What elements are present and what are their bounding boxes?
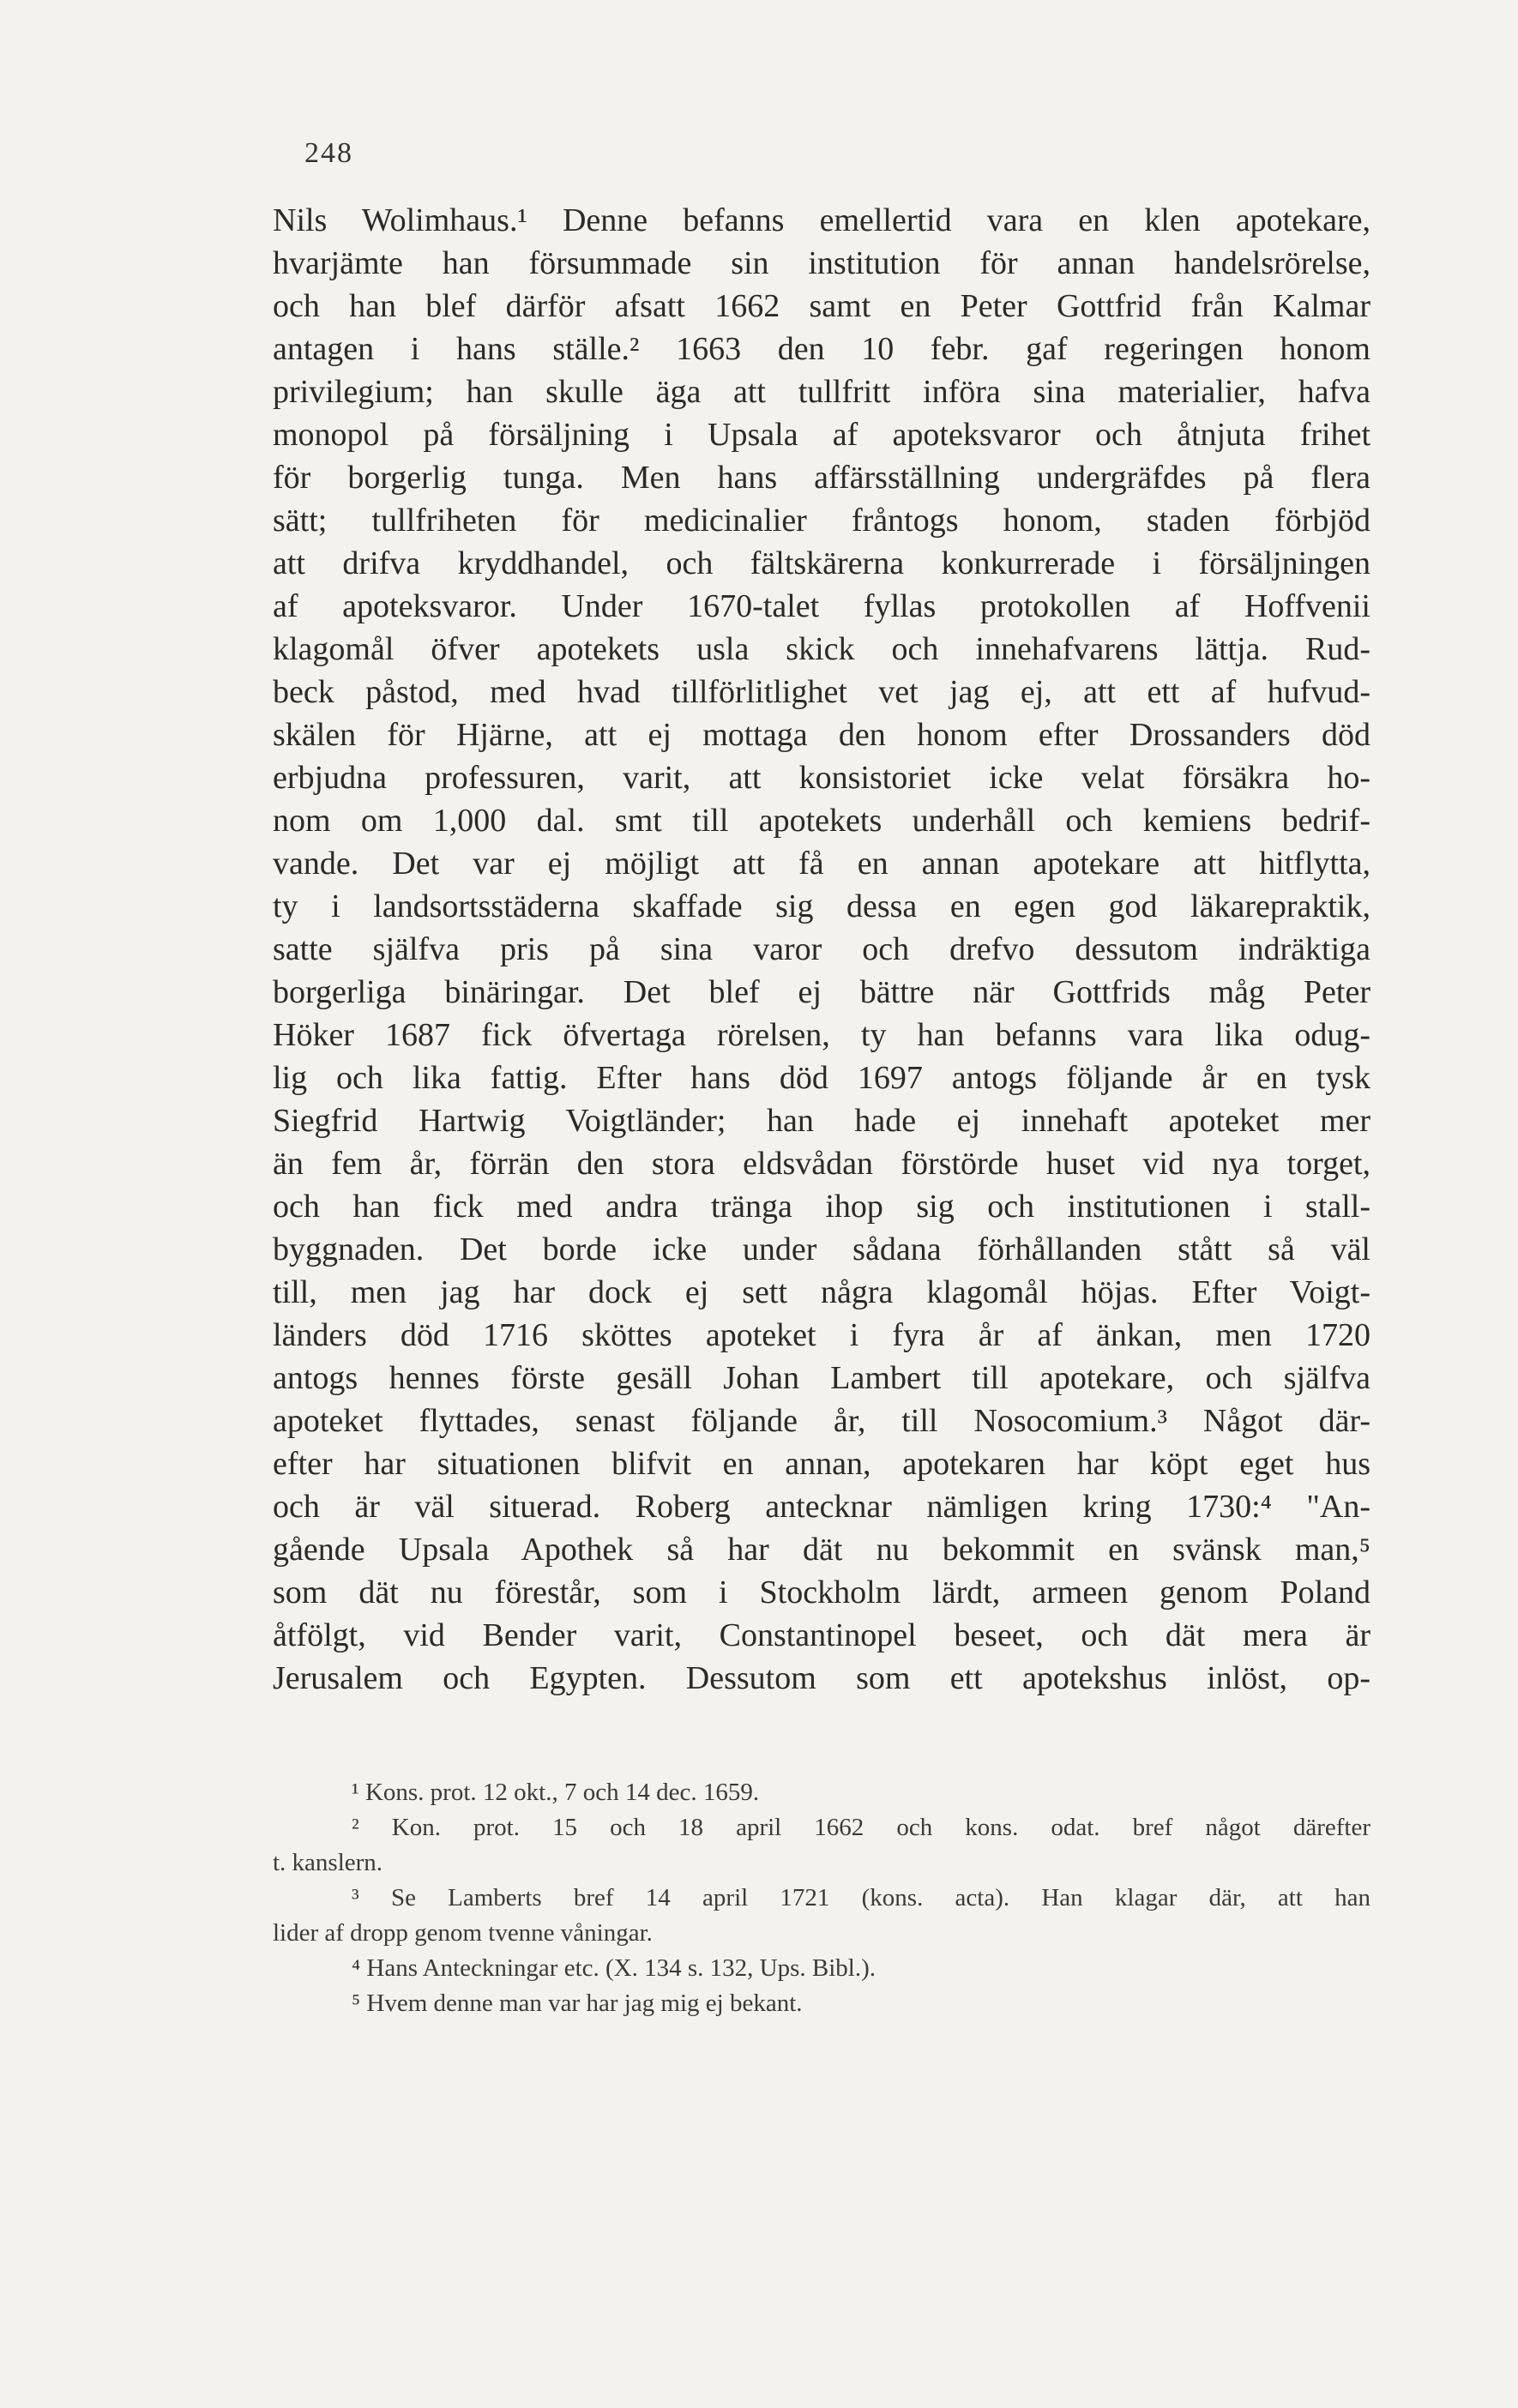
- footnote-text: Kons. prot. 12 okt., 7 och 14 dec. 1659.: [364, 1779, 760, 1806]
- footnote-5: [273, 1986, 1370, 2021]
- text-line: af apoteksvaror. Under 1670-talet fyllas protokollen af Hoffvenii: [273, 588, 1370, 624]
- footnote-text: Hans Anteckningar etc. (X. 134 s. 132, Ups. Bibl.).: [366, 1954, 876, 1982]
- text-line: byggnaden. Det borde icke under sådana förhållanden stått så väl: [273, 1231, 1370, 1267]
- text-line: lig och lika fattig. Efter hans död 1697 antogs följande år en tysk: [273, 1060, 1370, 1096]
- text-line: antagen i hans ställe.² 1663 den 10 febr. gaf regeringen honom: [273, 331, 1370, 367]
- text-line: och han blef därför afsatt 1662 samt en Peter Gottfrid från Kalmar: [273, 288, 1370, 324]
- text-line: Jerusalem och Egypten. Dessutom som ett apotekshus inlöst, op-: [273, 1660, 1370, 1696]
- main-text: [273, 199, 1370, 1700]
- footnote-marker: ⁵: [352, 1990, 361, 2017]
- footnote-2: [273, 1810, 1370, 1845]
- text-line: som dät nu förestår, som i Stockholm lärdt, armeen genom Poland: [273, 1574, 1370, 1610]
- footnote-3: [273, 1881, 1370, 1916]
- footnotes: [273, 1775, 1370, 2021]
- text-line: till, men jag har dock ej sett några klagomål höjas. Efter Voigt-: [273, 1274, 1370, 1310]
- text-line: och är väl situerad. Roberg antecknar nämligen kring 1730:⁴ "An-: [273, 1489, 1370, 1525]
- text-line: hvarjämte han försummade sin institution för annan handelsrörelse,: [273, 245, 1370, 281]
- text-line: än fem år, förrän den stora eldsvådan förstörde huset vid nya torget,: [273, 1146, 1370, 1182]
- text-line: för borgerlig tunga. Men hans affärsställning undergräfdes på flera: [273, 460, 1370, 496]
- text-line: klagomål öfver apotekets usla skick och innehafvarens lättja. Rud-: [273, 631, 1370, 667]
- text-line: erbjudna professuren, varit, att konsistoriet icke velat försäkra ho-: [273, 760, 1370, 796]
- text-line: Siegfrid Hartwig Voigtländer; han hade ej innehaft apoteket mer: [273, 1103, 1370, 1139]
- text-line: beck påstod, med hvad tillförlitlighet vet jag ej, att ett af hufvud-: [273, 674, 1370, 710]
- footnote-text: Hvem denne man var har jag mig ej bekant.: [366, 1990, 803, 2017]
- text-line: Nils Wolimhaus.¹ Denne befanns emellertid vara en klen apotekare,: [273, 202, 1370, 238]
- text-line: skälen för Hjärne, att ej mottaga den honom efter Drossanders död: [273, 717, 1370, 753]
- text-line: nom om 1,000 dal. smt till apotekets underhåll och kemiens bedrif-: [273, 803, 1370, 839]
- text-line: och han fick med andra tränga ihop sig och institutionen i stall-: [273, 1189, 1370, 1225]
- text-line: antogs hennes förste gesäll Johan Lambert till apotekare, och själfva: [273, 1360, 1370, 1396]
- footnote-3-continuation: lider af dropp genom tvenne våningar.: [273, 1919, 653, 1947]
- text-line: att drifva kryddhandel, och fältskärerna konkurrerade i försäljningen: [273, 545, 1370, 581]
- footnote-4: [273, 1951, 1370, 1986]
- text-line: länders död 1716 sköttes apoteket i fyra år af änkan, men 1720: [273, 1317, 1370, 1353]
- page-number: 248: [304, 137, 353, 169]
- footnote-marker: ²: [352, 1814, 359, 1841]
- footnote-text: Kon. prot. 15 och 18 april 1662 och kons. odat. bref något därefter: [391, 1814, 1370, 1841]
- footnote-1: [273, 1775, 1370, 1810]
- text-line: borgerliga binäringar. Det blef ej bättre när Gottfrids måg Peter: [273, 974, 1370, 1010]
- text-line: vande. Det var ej möjligt att få en annan apotekare att hitflytta,: [273, 846, 1370, 882]
- footnote-marker: ⁴: [352, 1954, 361, 1982]
- text-line: privilegium; han skulle äga att tullfritt införa sina materialier, hafva: [273, 374, 1370, 410]
- text-line: apoteket flyttades, senast följande år, till Nosocomium.³ Något där-: [273, 1403, 1370, 1439]
- footnote-marker: ³: [352, 1884, 359, 1911]
- text-line: satte själfva pris på sina varor och drefvo dessutom indräktiga: [273, 931, 1370, 967]
- text-line: Höker 1687 fick öfvertaga rörelsen, ty han befanns vara lika odug-: [273, 1017, 1370, 1053]
- footnote-2-continuation: t. kanslern.: [273, 1849, 383, 1876]
- text-line: gående Upsala Apothek så har dät nu bekommit en svänsk man,⁵: [273, 1532, 1370, 1568]
- text-line: monopol på försäljning i Upsala af apoteksvaror och åtnjuta frihet: [273, 417, 1370, 453]
- text-line: efter har situationen blifvit en annan, apotekaren har köpt eget hus: [273, 1446, 1370, 1482]
- footnote-marker: ¹: [352, 1779, 359, 1806]
- text-line: åtfölgt, vid Bender varit, Constantinopel beseet, och dät mera är: [273, 1617, 1370, 1653]
- text-line: ty i landsortsstäderna skaffade sig dessa en egen god läkarepraktik,: [273, 888, 1370, 924]
- text-line: sätt; tullfriheten för medicinalier fråntogs honom, staden förbjöd: [273, 503, 1370, 539]
- footnote-text: Se Lamberts bref 14 april 1721 (kons. acta). Han klagar där, att han: [390, 1884, 1370, 1911]
